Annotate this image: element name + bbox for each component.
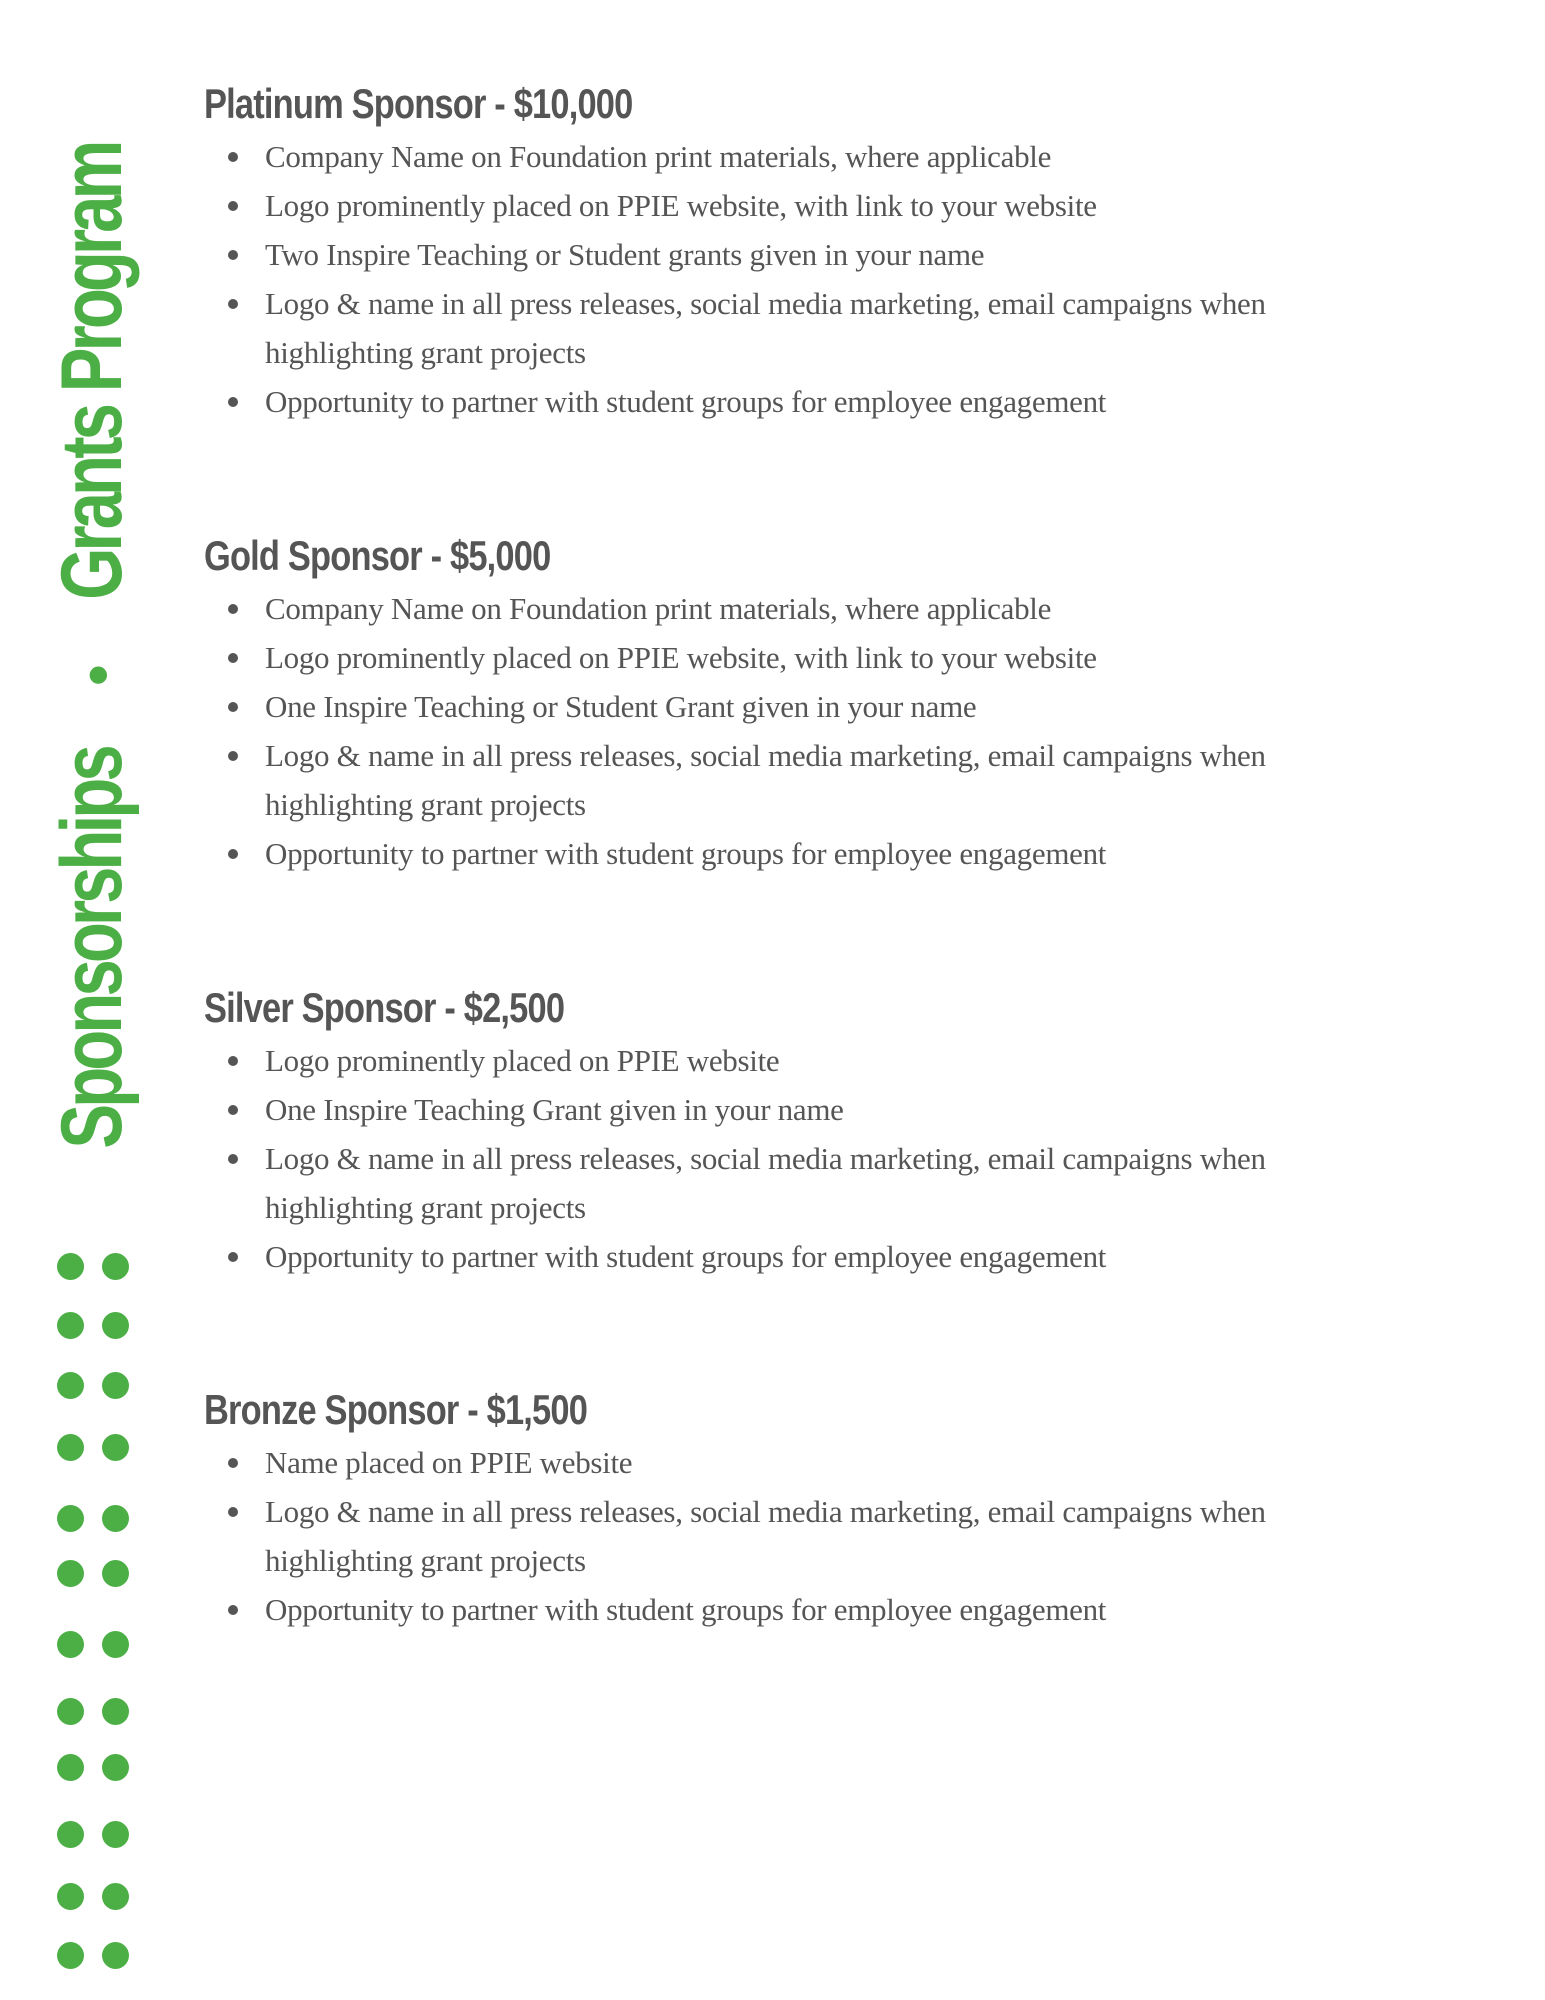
vertical-title-text: [44, 79, 141, 1205]
bullet-icon: [228, 1252, 238, 1262]
bullet-icon: [228, 604, 238, 614]
benefit-text: Logo & name in all press releases, social media marketing, email campaigns when highlighting grant projects: [265, 738, 1266, 822]
green-dot-icon: [57, 1698, 84, 1725]
bullet-icon: [228, 702, 238, 712]
benefit-text: Opportunity to partner with student groups for employee engagement: [265, 836, 1107, 871]
bullet-icon: [228, 1105, 238, 1115]
green-dot-icon: [57, 1253, 84, 1280]
bullet-icon: [228, 201, 238, 211]
benefit-text: Logo & name in all press releases, social media marketing, email campaigns when highlighting grant projects: [265, 286, 1266, 370]
benefit-text: One Inspire Teaching or Student Grant given in your name: [265, 689, 977, 724]
benefit-item: [204, 1232, 1365, 1281]
tier-gold: [204, 530, 1365, 878]
benefit-list: [204, 132, 1365, 426]
title-separator-dot: •: [64, 669, 132, 686]
green-dot-icon: [102, 1821, 129, 1848]
dot-row: [57, 1312, 129, 1339]
benefit-item: [204, 132, 1365, 181]
green-dot-icon: [102, 1505, 129, 1532]
green-dot-icon: [102, 1372, 129, 1399]
benefit-text: Two Inspire Teaching or Student grants given in your name: [265, 237, 985, 272]
green-dot-icon: [57, 1312, 84, 1339]
benefit-item: [204, 1585, 1365, 1634]
dot-row: [57, 1253, 129, 1280]
benefit-text: Logo & name in all press releases, social media marketing, email campaigns when highlighting grant projects: [265, 1494, 1266, 1578]
title-grants-program: Grants Program: [44, 143, 141, 600]
green-dot-icon: [57, 1372, 84, 1399]
benefit-item: [204, 829, 1365, 878]
bullet-icon: [228, 1154, 238, 1164]
benefit-item: [204, 1438, 1365, 1487]
benefit-text: Company Name on Foundation print materials, where applicable: [265, 139, 1052, 174]
dot-row: [57, 1434, 129, 1461]
benefit-item: [204, 181, 1365, 230]
bullet-icon: [228, 397, 238, 407]
dot-row: [57, 1821, 129, 1848]
benefit-text: Logo prominently placed on PPIE website, with link to your website: [265, 640, 1097, 675]
bullet-icon: [228, 1056, 238, 1066]
dot-row: [57, 1631, 129, 1658]
tier-bronze: [204, 1384, 1365, 1634]
benefit-text: Opportunity to partner with student groups for employee engagement: [265, 1592, 1107, 1627]
benefit-list: [204, 1036, 1365, 1281]
tier-heading: Silver Sponsor - $2,500: [204, 984, 565, 1031]
benefit-list: [204, 584, 1365, 878]
dot-row: [57, 1560, 129, 1587]
benefit-item: [204, 1134, 1365, 1232]
bullet-icon: [228, 1458, 238, 1468]
benefit-text: Name placed on PPIE website: [265, 1445, 633, 1480]
green-dot-icon: [57, 1754, 84, 1781]
dot-row: [57, 1942, 129, 1969]
green-dot-icon: [102, 1698, 129, 1725]
benefit-item: [204, 633, 1365, 682]
bullet-icon: [228, 751, 238, 761]
benefit-list: [204, 1438, 1365, 1634]
bullet-icon: [228, 849, 238, 859]
green-dot-icon: [102, 1942, 129, 1969]
benefit-text: Logo prominently placed on PPIE website, with link to your website: [265, 188, 1097, 223]
benefit-item: [204, 230, 1365, 279]
tier-heading: Platinum Sponsor - $10,000: [204, 80, 633, 127]
benefit-item: [204, 1036, 1365, 1085]
benefit-item: [204, 1085, 1365, 1134]
green-dot-icon: [57, 1883, 84, 1910]
benefit-item: [204, 682, 1365, 731]
green-dot-icon: [102, 1754, 129, 1781]
benefit-item: [204, 377, 1365, 426]
tier-heading: Bronze Sponsor - $1,500: [204, 1386, 588, 1433]
green-dot-icon: [102, 1631, 129, 1658]
benefit-text: Company Name on Foundation print materials, where applicable: [265, 591, 1052, 626]
green-dot-icon: [102, 1560, 129, 1587]
green-dot-icon: [57, 1434, 84, 1461]
dot-row: [57, 1698, 129, 1725]
green-dot-icon: [57, 1631, 84, 1658]
benefit-item: [204, 731, 1365, 829]
green-dot-icon: [102, 1883, 129, 1910]
bullet-icon: [228, 299, 238, 309]
green-dot-icon: [102, 1312, 129, 1339]
dot-row: [57, 1505, 129, 1532]
green-dot-icon: [102, 1253, 129, 1280]
benefit-item: [204, 1487, 1365, 1585]
green-dot-icon: [57, 1505, 84, 1532]
tier-silver: [204, 982, 1365, 1281]
vertical-page-title: [44, 112, 141, 1172]
benefit-item: [204, 279, 1365, 377]
dot-row: [57, 1883, 129, 1910]
green-dot-icon: [57, 1821, 84, 1848]
green-dot-icon: [57, 1942, 84, 1969]
benefit-text: Logo prominently placed on PPIE website: [265, 1043, 780, 1078]
title-sponsorships: Sponsorships: [44, 748, 141, 1149]
benefit-text: Opportunity to partner with student groups for employee engagement: [265, 384, 1107, 419]
tier-platinum: [204, 78, 1365, 426]
dot-row: [57, 1754, 129, 1781]
benefit-text: Logo & name in all press releases, social media marketing, email campaigns when highlighting grant projects: [265, 1141, 1266, 1225]
bullet-icon: [228, 250, 238, 260]
benefit-text: Opportunity to partner with student groups for employee engagement: [265, 1239, 1107, 1274]
benefit-text: One Inspire Teaching Grant given in your name: [265, 1092, 844, 1127]
bullet-icon: [228, 1605, 238, 1615]
tier-heading: Gold Sponsor - $5,000: [204, 532, 551, 579]
bullet-icon: [228, 1507, 238, 1517]
green-dot-icon: [102, 1434, 129, 1461]
green-dot-icon: [57, 1560, 84, 1587]
bullet-icon: [228, 653, 238, 663]
benefit-item: [204, 584, 1365, 633]
dot-row: [57, 1372, 129, 1399]
bullet-icon: [228, 152, 238, 162]
